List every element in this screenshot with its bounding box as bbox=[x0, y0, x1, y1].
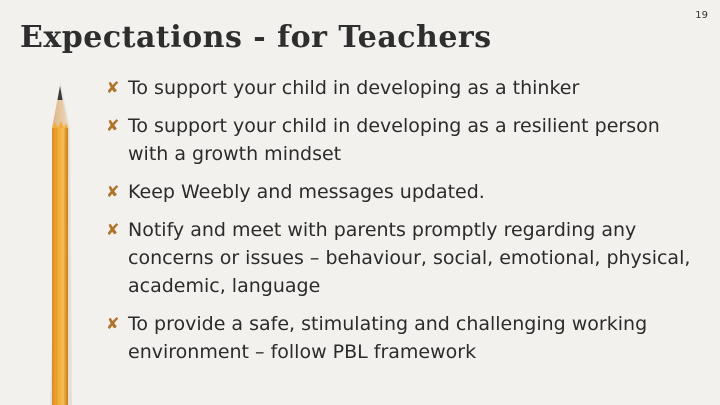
list-item bbox=[106, 310, 696, 366]
bullet-text: Notify and meet with parents promptly regarding any concerns or issues – behaviour, social, emotional, physical, academic, language bbox=[128, 219, 691, 297]
bullet-list bbox=[106, 74, 696, 366]
cross-mark-icon: ✘ bbox=[106, 182, 120, 201]
list-item bbox=[106, 112, 696, 168]
bullet-text: Keep Weebly and messages updated. bbox=[128, 181, 485, 203]
cross-mark-icon: ✘ bbox=[106, 116, 120, 135]
slide-title: Expectations - for Teachers bbox=[20, 20, 492, 55]
list-item bbox=[106, 74, 696, 102]
pencil-icon bbox=[0, 0, 90, 405]
cross-mark-icon: ✘ bbox=[106, 220, 120, 239]
list-item bbox=[106, 178, 696, 206]
bullet-text: To provide a safe, stimulating and challenging working environment – follow PBL framework bbox=[128, 313, 648, 363]
bullet-text: To support your child in developing as a thinker bbox=[128, 77, 580, 99]
page-number: 19 bbox=[695, 10, 708, 21]
list-item bbox=[106, 216, 696, 300]
cross-mark-icon: ✘ bbox=[106, 78, 120, 97]
bullet-text: To support your child in developing as a resilient person with a growth mindset bbox=[128, 115, 660, 165]
cross-mark-icon: ✘ bbox=[106, 314, 120, 333]
